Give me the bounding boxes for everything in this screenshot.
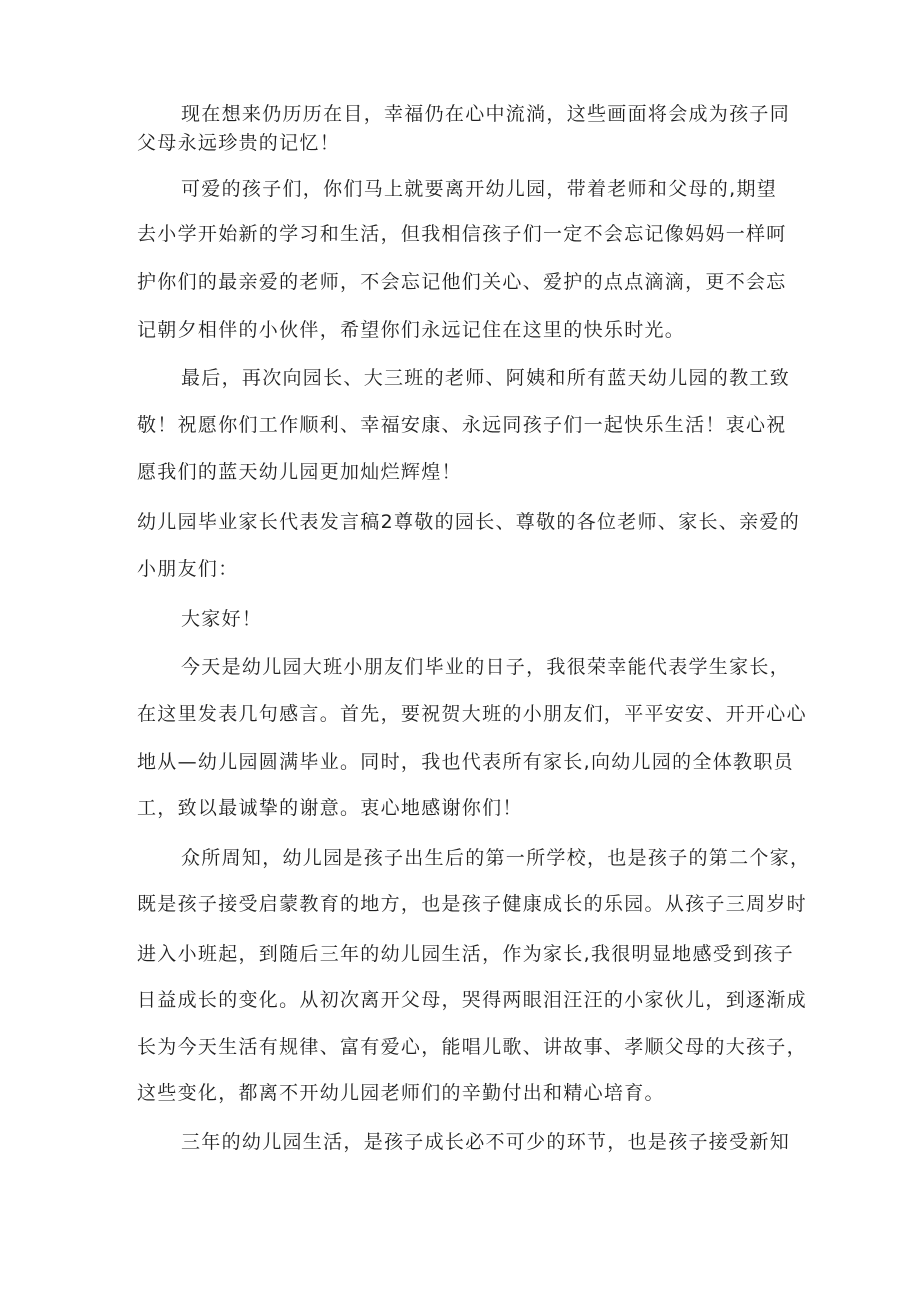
text-line: 愿我们的蓝天幼儿园更加灿烂辉煌！ bbox=[137, 461, 462, 483]
section-heading-line: 幼儿园毕业家长代表发言稿2尊敬的园长、尊敬的各位老师、家长、亲爱的 bbox=[137, 511, 800, 533]
text-line: 记朝夕相伴的小伙伴，希望你们永远记住在这里的快乐时光。 bbox=[137, 319, 686, 341]
text-line: 敬！祝愿你们工作顺利、幸福安康、永远同孩子们一起快乐生活！衷心祝 bbox=[137, 414, 787, 436]
text-line: 进入小班起，到随后三年的幼儿园生活，作为家长,我很明显地感受到孩子 bbox=[137, 943, 794, 965]
text-line: 去小学开始新的学习和生活，但我相信孩子们一定不会忘记像妈妈一样呵 bbox=[137, 223, 787, 245]
text-line: 现在想来仍历历在目，幸福仍在心中流淌，这些画面将会成为孩子同 bbox=[181, 103, 791, 125]
text-line: 父母永远珍贵的记忆！ bbox=[137, 132, 341, 154]
text-line: 长为今天生活有规律、富有爱心，能唱儿歌、讲故事、孝顺父母的大孩子， bbox=[137, 1036, 807, 1058]
text-line: 众所周知，幼儿园是孩子出生后的第一所学校，也是孩子的第二个家， bbox=[181, 847, 811, 869]
text-line: 小朋友们： bbox=[137, 558, 239, 580]
text-line: 工，致以最诚挚的谢意。衷心地感谢你们！ bbox=[137, 797, 523, 819]
text-line: 可爱的孩子们，你们马上就要离开幼儿园，带着老师和父母的,期望 bbox=[181, 178, 778, 200]
text-line: 护你们的最亲爱的老师，不会忘记他们关心、爱护的点点滴滴，更不会忘 bbox=[137, 271, 787, 293]
text-line: 今天是幼儿园大班小朋友们毕业的日子，我很荣幸能代表学生家长， bbox=[181, 656, 791, 678]
text-line: 既是孩子接受启蒙教育的地方，也是孩子健康成长的乐园。从孩子三周岁时 bbox=[137, 893, 807, 915]
text-line: 地从—幼儿园圆满毕业。同时，我也代表所有家长,向幼儿园的全体教职员 bbox=[137, 751, 794, 773]
text-line: 日益成长的变化。从初次离开父母，哭得两眼泪汪汪的小家伙儿，到逐渐成 bbox=[137, 989, 807, 1011]
text-line: 在这里发表几句感言。首先，要祝贺大班的小朋友们，平平安安、开开心心 bbox=[137, 703, 807, 725]
text-line: 这些变化，都离不开幼儿园老师们的辛勤付出和精心培育。 bbox=[137, 1082, 665, 1104]
greeting-line: 大家好！ bbox=[181, 608, 263, 630]
text-line: 三年的幼儿园生活，是孩子成长必不可少的环节，也是孩子接受新知 bbox=[181, 1131, 791, 1153]
text-line: 最后，再次向园长、大三班的老师、阿姨和所有蓝天幼儿园的教工致 bbox=[181, 367, 791, 389]
